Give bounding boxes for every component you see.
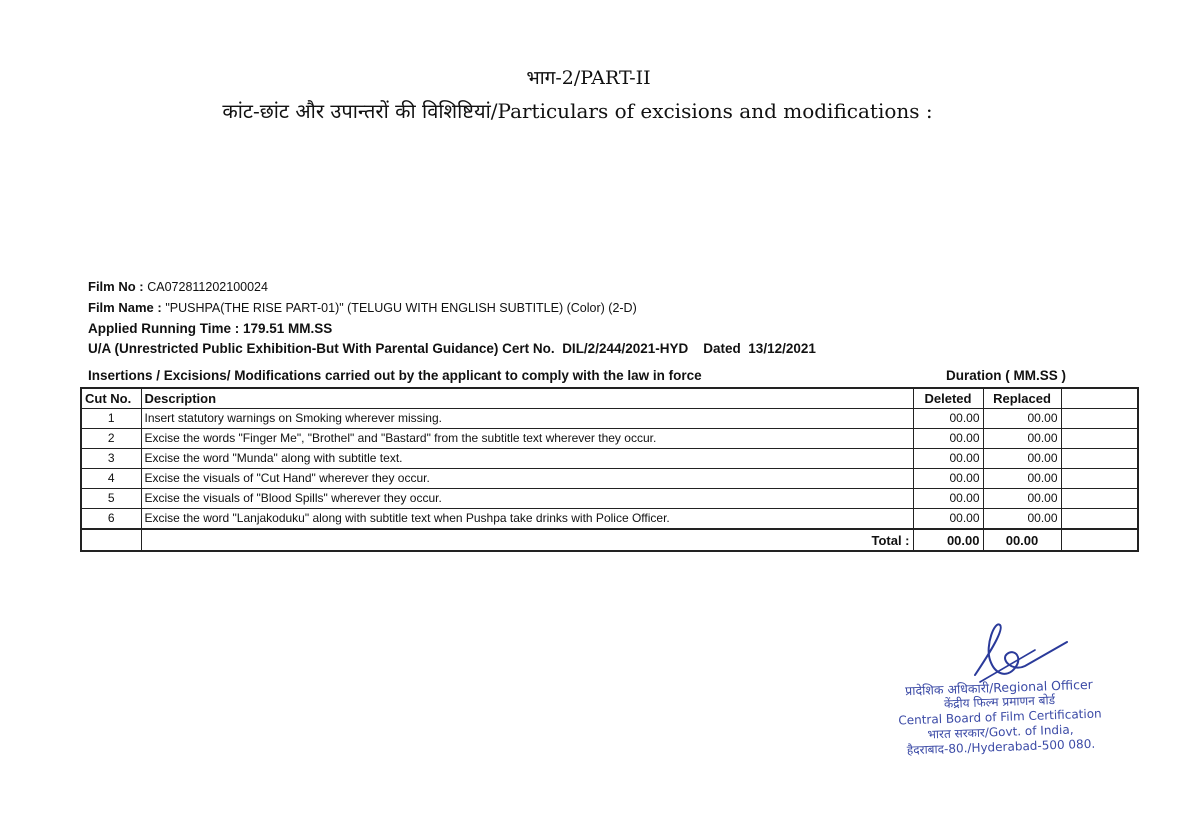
table-header-row [81,388,1138,409]
stamp-line-1: प्रादेशिक अधिकारी/Regional Officer [904,676,1094,699]
stamp-line-4: भारत सरकार/Govt. of India, [927,722,1074,742]
cut-no: 3 [81,449,141,469]
cut-no: 5 [81,489,141,509]
cut-deleted: 00.00 [913,409,983,429]
insertions-heading: Insertions / Excisions/ Modifications carried out by the applicant to comply with the law in force [88,368,702,383]
dated-label: Dated [703,341,741,356]
table-row [81,509,1138,530]
cut-description: Excise the visuals of "Cut Hand" wherever they occur. [141,469,913,489]
cert-number: DIL/2/244/2021-HYD [562,341,689,356]
excisions-table [80,387,1139,552]
cut-blank [1061,509,1138,530]
header-replaced: Replaced [983,388,1061,409]
stamp-line-5: हैदराबाद-80./Hyderabad-500 080. [906,736,1096,758]
cut-replaced: 00.00 [983,429,1061,449]
cut-deleted: 00.00 [913,509,983,530]
total-blank-left [81,529,141,551]
cut-deleted: 00.00 [913,429,983,449]
cut-deleted: 00.00 [913,449,983,469]
film-name-value: "PUSHPA(THE RISE PART-01)" (TELUGU WITH ENGLISH SUBTITLE) (Color) (2-D) [165,301,637,315]
table-row [81,489,1138,509]
film-no-value: CA072811202100024 [147,280,268,294]
cut-blank [1061,429,1138,449]
table-row [81,469,1138,489]
cut-no: 2 [81,429,141,449]
total-deleted: 00.00 [913,529,983,551]
part-subtitle: कांट-छांट और उपान्तरों की विशिष्टियां/Particulars of excisions and modifications : [222,99,933,123]
cut-description: Excise the word "Munda" along with subtitle text. [141,449,913,469]
total-replaced: 00.00 [983,529,1061,551]
total-blank-right [1061,529,1138,551]
duration-heading: Duration ( MM.SS ) [946,368,1066,383]
cut-no: 6 [81,509,141,530]
cert-line [88,341,816,356]
header-deleted: Deleted [913,388,983,409]
stamp-line-3: Central Board of Film Certification [898,706,1102,728]
table-row [81,409,1138,429]
table-total-row [81,529,1138,551]
running-time-line: Applied Running Time : 179.51 MM.SS [88,321,333,336]
total-label: Total : [141,529,913,551]
film-no-line [88,279,268,294]
cut-blank [1061,469,1138,489]
cut-description: Excise the visuals of "Blood Spills" wherever they occur. [141,489,913,509]
film-name-label: Film Name : [88,300,162,315]
header-description: Description [141,388,913,409]
table-row [81,429,1138,449]
cut-replaced: 00.00 [983,509,1061,530]
cut-replaced: 00.00 [983,409,1061,429]
cut-replaced: 00.00 [983,489,1061,509]
cut-deleted: 00.00 [913,489,983,509]
cut-description: Excise the words "Finger Me", "Brothel" and "Bastard" from the subtitle text wherever they occur. [141,429,913,449]
film-name-line [88,300,637,315]
dated-value: 13/12/2021 [748,341,816,356]
cut-blank [1061,449,1138,469]
part-title: भाग-2/PART-II [526,67,651,89]
cut-replaced: 00.00 [983,449,1061,469]
cert-label: U/A (Unrestricted Public Exhibition-But With Parental Guidance) Cert No. [88,341,555,356]
cut-blank [1061,489,1138,509]
cut-description: Insert statutory warnings on Smoking wherever missing. [141,409,913,429]
header-blank [1061,388,1138,409]
table-row [81,449,1138,469]
regional-officer-stamp [879,676,1121,759]
cut-blank [1061,409,1138,429]
cut-description: Excise the word "Lanjakoduku" along with subtitle text when Pushpa take drinks with Police Officer. [141,509,913,530]
cut-deleted: 00.00 [913,469,983,489]
cut-replaced: 00.00 [983,469,1061,489]
stamp-line-2: केंद्रीय फिल्म प्रमाणन बोर्ड [943,693,1056,711]
cut-no: 1 [81,409,141,429]
header-cut-no: Cut No. [81,388,141,409]
film-no-label: Film No : [88,279,144,294]
cut-no: 4 [81,469,141,489]
